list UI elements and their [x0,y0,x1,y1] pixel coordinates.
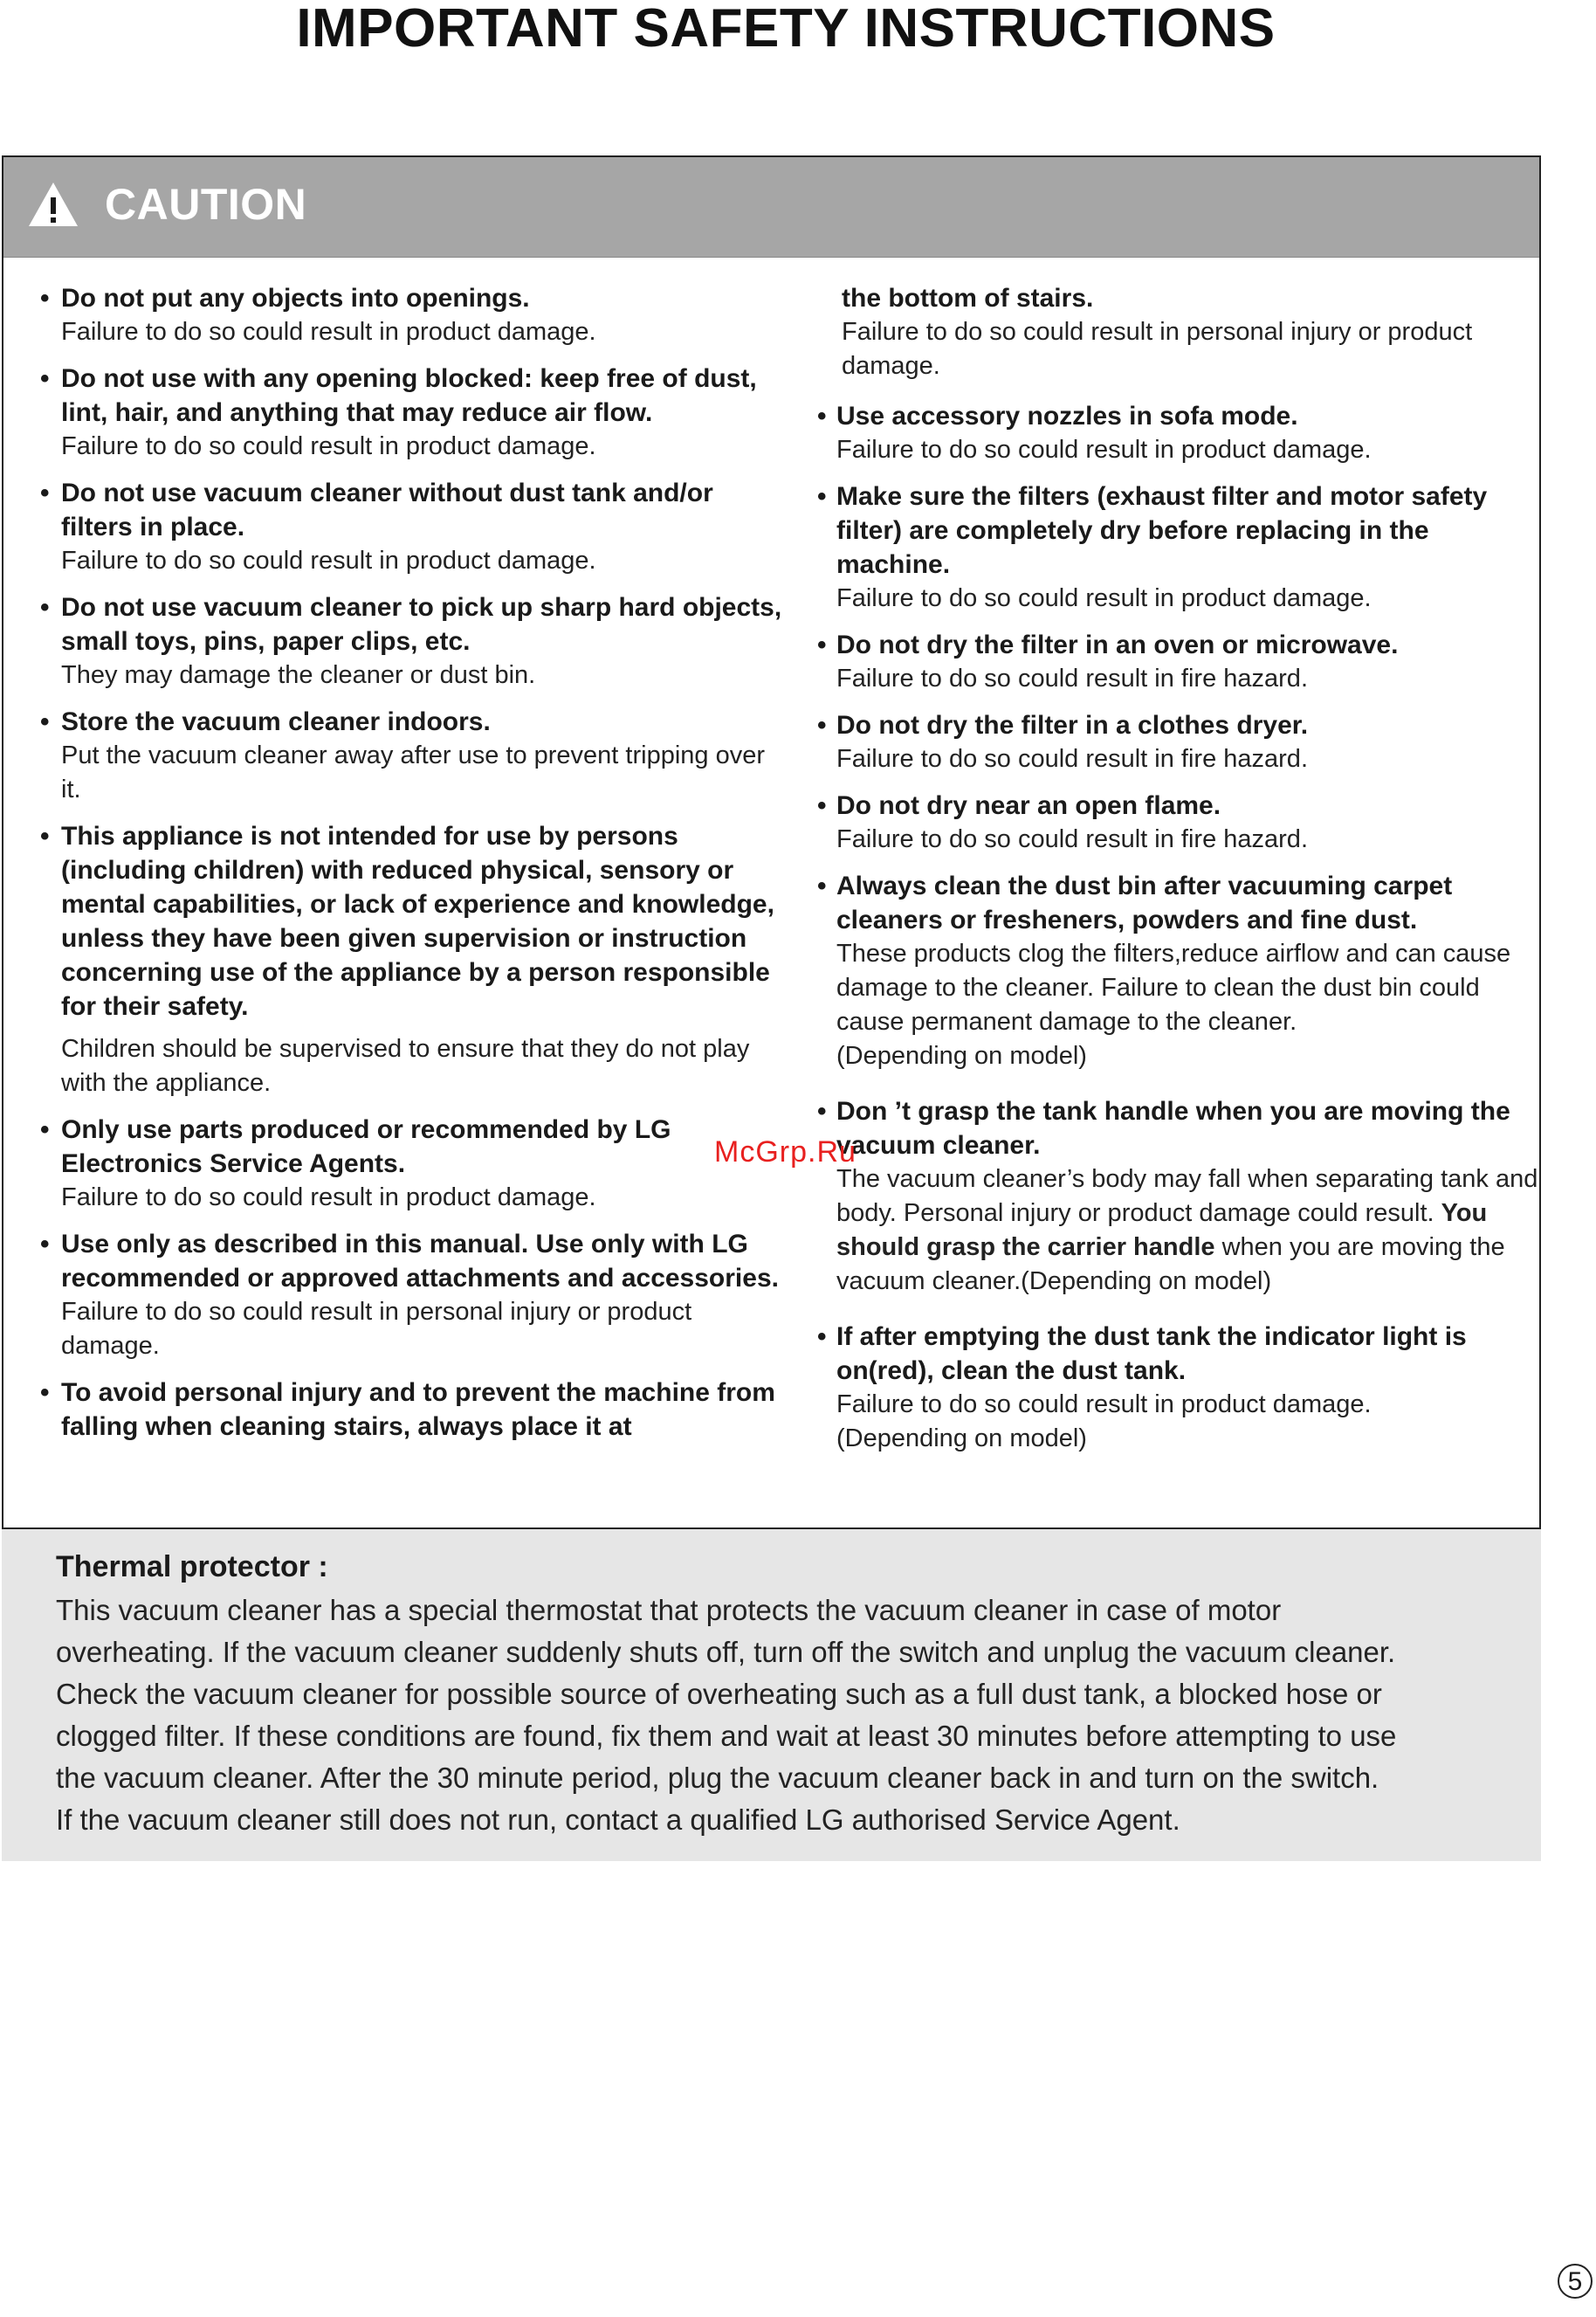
item-desc: Failure to do so could result in product damage. [61,547,596,575]
page-number: 5 [1558,2264,1593,2299]
bullet: • [817,711,827,740]
bullet: • [40,1115,50,1144]
list-item [37,819,788,1100]
item-title: Do not dry the filter in a clothes dryer. [836,711,1309,740]
list-item [37,1376,788,1444]
bullet: • [817,872,827,900]
item-desc: Failure to do so could result in personal injury or product damage. [61,1298,692,1360]
item-desc: Failure to do so could result in fire hazard. [836,825,1308,853]
item-title: If after emptying the dust tank the indicator light is on(red), clean the dust tank. [836,1322,1467,1385]
thermal-line: the vacuum cleaner. After the 30 minute period, plug the vacuum cleaner back in and turn on the switch. [56,1762,1379,1794]
bullet: • [817,1322,827,1351]
list-item-continuation [814,281,1547,383]
item-desc-text: The vacuum cleaner’s body may fall when separating tank and body. Personal injury or product damage could result. [836,1165,1538,1227]
list-item [814,1320,1547,1456]
caution-box [2,155,1541,1861]
bullet: • [40,1230,50,1258]
list-item [814,479,1547,616]
item-title: Always clean the dust bin after vacuuming carpet cleaners or fresheners, powders and fine dust. [836,872,1453,934]
list-item [37,362,788,464]
item-title: Make sure the filters (exhaust filter and motor safety filter) are completely dry before replacing in the machine. [836,482,1488,579]
item-title: Do not dry the filter in an oven or microwave. [836,631,1399,659]
bullet: • [40,479,50,507]
thermal-line: If the vacuum cleaner still does not run, contact a qualified LG authorised Service Agent. [56,1803,1180,1836]
list-item [37,590,788,693]
item-desc: Failure to do so could result in product damage. [61,1183,596,1211]
list-item [814,708,1547,776]
item-desc: Failure to do so could result in product damage. [836,436,1372,464]
list-item [814,869,1547,1073]
thermal-line: Check the vacuum cleaner for possible source of overheating such as a full dust tank, a blocked hose or [56,1678,1382,1710]
page-title: IMPORTANT SAFETY INSTRUCTIONS [296,0,1276,59]
bullet: • [40,284,50,313]
item-title: the bottom of stairs. [842,284,1094,313]
caution-header [3,157,1539,258]
item-note: (Depending on model) [836,1424,1087,1452]
list-item [37,705,788,807]
item-title: Use accessory nozzles in sofa mode. [836,402,1298,431]
item-title: Do not use with any opening blocked: keep free of dust, lint, hair, and anything that may reduce air flow. [61,364,757,427]
item-desc: They may damage the cleaner or dust bin. [61,661,536,689]
item-desc: These products clog the filters,reduce airflow and can cause damage to the cleaner. Failure to clean the dust bin could cause permanent damage to the cleaner. [836,940,1511,1036]
bullet: • [817,791,827,820]
item-desc-bold: You should grasp the carrier handle [836,1199,1488,1261]
item-desc [836,1162,1547,1299]
item-desc: Failure to do so could result in product damage. [61,432,596,460]
list-item [814,1094,1547,1299]
item-title: Only use parts produced or recommended by LG Electronics Service Agents. [61,1115,671,1178]
item-desc: Failure to do so could result in fire hazard. [836,665,1308,693]
bullet: • [817,1097,827,1126]
item-desc-text: when you are moving the vacuum cleaner.(Depending on model) [836,1233,1505,1295]
thermal-body [56,1589,1523,1841]
thermal-line: overheating. If the vacuum cleaner suddenly shuts off, turn off the switch and unplug the vacuum cleaner. [56,1636,1396,1668]
list-item [814,789,1547,857]
item-title: Store the vacuum cleaner indoors. [61,707,491,736]
list-item [814,399,1547,467]
item-desc: Failure to do so could result in product damage. [61,318,596,346]
warning-triangle-icon [26,180,80,229]
item-title: To avoid personal injury and to prevent the machine from falling when cleaning stairs, always place it at [61,1378,775,1441]
item-desc: Failure to do so could result in fire hazard. [836,745,1308,773]
bullet: • [817,482,827,511]
left-column [37,281,788,1456]
item-note: (Depending on model) [836,1042,1087,1070]
thermal-line: clogged filter. If these conditions are found, fix them and wait at least 30 minutes before attempting to use [56,1720,1397,1752]
item-title: Do not put any objects into openings. [61,284,530,313]
list-item [814,628,1547,696]
bullet: • [40,593,50,622]
item-title: Do not use vacuum cleaner without dust tank and/or filters in place. [61,479,713,541]
list-item [37,476,788,578]
item-title: Do not use vacuum cleaner to pick up sharp hard objects, small toys, pins, paper clips, etc. [61,593,782,656]
item-desc: Failure to do so could result in product damage. [836,1390,1372,1418]
bullet: • [40,822,50,851]
thermal-line: This vacuum cleaner has a special thermostat that protects the vacuum cleaner in case of motor [56,1594,1282,1626]
bullet: • [817,631,827,659]
thermal-title: Thermal protector : [56,1550,328,1583]
item-title: This appliance is not intended for use by persons (including children) with reduced physical, sensory or mental capabilities, or lack of experience and knowledge, unless they have been given supervision or instruction concerning use of the appliance by a person responsible for their safety. [61,822,774,1021]
watermark: McGrp.Ru [714,1135,856,1169]
bullet: • [817,402,827,431]
list-item [37,1227,788,1363]
item-title: Do not dry near an open flame. [836,791,1221,820]
caution-label: CAUTION [105,180,307,229]
bullet: • [40,364,50,393]
item-title: Use only as described in this manual. Use only with LG recommended or approved attachments and accessories. [61,1230,779,1293]
list-item [37,281,788,349]
item-desc: Failure to do so could result in personal injury or product damage. [842,318,1473,380]
bullet: • [40,1378,50,1407]
item-desc: Put the vacuum cleaner away after use to prevent tripping over it. [61,741,765,803]
right-column [814,281,1547,1468]
list-item [37,1113,788,1215]
item-title: Don ’t grasp the tank handle when you are moving the vacuum cleaner. [836,1097,1510,1160]
thermal-protector-box [2,1527,1541,1861]
item-desc: Failure to do so could result in product damage. [836,584,1372,612]
bullet: • [40,707,50,736]
item-desc: Children should be supervised to ensure that they do not play with the appliance. [61,1035,750,1097]
